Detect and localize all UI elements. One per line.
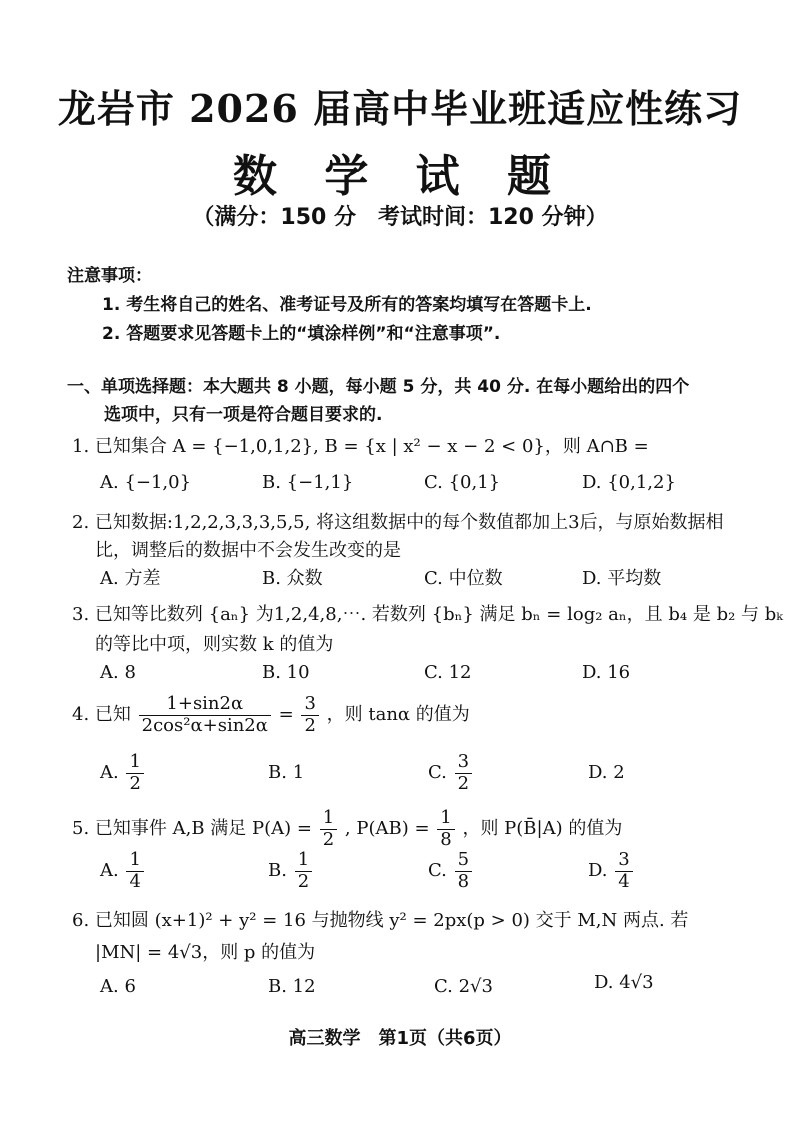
option-denominator: 4 [129, 870, 141, 892]
question-1-option-a: A. {−1,0} [100, 472, 192, 493]
question-3-option-a: A. 8 [100, 662, 136, 683]
option-label: A. [100, 860, 119, 882]
question-4-option-c [428, 752, 474, 794]
question-5-suffix: ，则 P(B̄|A) 的值为 [462, 818, 623, 840]
question-3-stem-line2: 的等比中项，则实数 k 的值为 [95, 634, 334, 655]
question-4-numerator: 1+sin2α [139, 694, 271, 716]
question-3-option-b: B. 10 [262, 662, 310, 683]
section-heading-line1: 一、单项选择题：本大题共 8 小题，每小题 5 分，共 40 分. 在每小题给出的四个 [67, 377, 690, 397]
option-fraction [126, 752, 143, 794]
option-label: B. [268, 762, 287, 783]
question-4-rhs-fraction [301, 694, 318, 736]
option-label: D. [588, 762, 608, 783]
option-fraction [615, 850, 632, 892]
question-4-rhs-denominator: 2 [304, 714, 316, 736]
question-5-fraction-1-num: 1 [320, 808, 337, 830]
option-fraction [295, 850, 312, 892]
question-5-fraction-1-den: 2 [322, 828, 335, 850]
option-value: 2 [613, 762, 625, 783]
notice-heading: 注意事项： [67, 266, 152, 286]
section-heading-line2: 选项中，只有一项是符合题目要求的. [104, 405, 383, 425]
question-6-option-c: C. 2√3 [434, 976, 493, 997]
option-label: B. [268, 860, 287, 882]
option-label: A. [100, 762, 119, 784]
option-fraction [126, 850, 143, 892]
page-footer: 高三数学 第1页（共6页） [288, 1028, 512, 1049]
option-label: C. [428, 860, 447, 882]
option-numerator: 5 [455, 850, 472, 872]
option-label: D. [588, 860, 608, 882]
exam-title: 龙岩市 2026 届高中毕业班适应性练习 [57, 86, 743, 131]
question-5-fraction-2-den: 8 [440, 828, 452, 850]
question-4-option-a [100, 752, 146, 794]
question-1-option-b: B. {−1,1} [262, 472, 354, 493]
exam-info: （满分：150 分 考试时间：120 分钟） [192, 205, 608, 230]
question-1-option-d: D. {0,1,2} [582, 472, 676, 493]
notice-item-1: 1. 考生将自己的姓名、准考证号及所有的答案均填写在答题卡上. [102, 295, 592, 315]
question-4-prefix: 4. 已知 [72, 704, 131, 726]
question-5-fraction-1 [320, 808, 337, 850]
question-6-option-b: B. 12 [268, 976, 316, 997]
option-numerator: 3 [455, 752, 472, 774]
question-2-stem-line2: 比，调整后的数据中不会发生改变的是 [95, 540, 401, 561]
question-5-fraction-2 [437, 808, 454, 850]
option-denominator: 8 [457, 870, 470, 892]
option-denominator: 2 [457, 772, 470, 794]
question-4-option-d [588, 762, 625, 783]
option-denominator: 4 [618, 870, 630, 892]
option-fraction [455, 850, 472, 892]
option-value: 1 [292, 762, 305, 783]
question-4-main-fraction [139, 694, 271, 736]
question-2-option-b: B. 众数 [262, 568, 323, 589]
question-5-fraction-2-num: 1 [437, 808, 454, 830]
option-numerator: 1 [126, 850, 143, 872]
option-numerator: 3 [615, 850, 632, 872]
question-5-option-c [428, 850, 474, 892]
question-5-mid: , P(AB) = [344, 818, 430, 840]
question-5-option-d [588, 850, 635, 892]
question-4-rhs-numerator: 3 [301, 694, 318, 716]
question-2-option-a: A. 方差 [100, 568, 161, 589]
option-denominator: 2 [297, 870, 310, 892]
question-6-option-a: A. 6 [100, 976, 136, 997]
question-6-stem-line1: 6. 已知圆 (x+1)² + y² = 16 与抛物线 y² = 2px(p > 0) 交于 M,N 两点. 若 [72, 910, 689, 931]
question-5-prefix: 5. 已知事件 A,B 满足 P(A) = [72, 818, 312, 840]
option-label: C. [428, 762, 447, 784]
question-1-option-c: C. {0,1} [424, 472, 501, 493]
question-4-stem [72, 694, 470, 736]
option-fraction [455, 752, 472, 794]
question-4-suffix: ，则 tanα 的值为 [326, 704, 470, 726]
question-1-stem: 1. 已知集合 A = {−1,0,1,2}, B = {x | x² − x − 2 < 0}，则 A∩B = [72, 436, 649, 457]
question-3-option-c: C. 12 [424, 662, 472, 683]
option-numerator: 1 [295, 850, 312, 872]
question-6-stem-line2: |MN| = 4√3，则 p 的值为 [95, 942, 316, 963]
question-4-equals: = [278, 704, 294, 726]
subject-title: 数 学 试 题 [233, 151, 567, 202]
question-6-option-d: D. 4√3 [594, 972, 654, 993]
option-numerator: 1 [126, 752, 143, 774]
question-3-stem-line1: 3. 已知等比数列 {aₙ} 为1,2,4,8,⋯. 若数列 {bₙ} 满足 bₙ = log₂ aₙ，且 b₄ 是 b₂ 与 bₖ [72, 604, 783, 625]
notice-item-2: 2. 答题要求见答题卡上的“填涂样例”和“注意事项”. [102, 324, 501, 344]
question-2-option-c: C. 中位数 [424, 568, 503, 589]
question-2-option-d: D. 平均数 [582, 568, 662, 589]
question-2-stem-line1: 2. 已知数据:1,2,2,3,3,3,5,5, 将这组数据中的每个数值都加上3后，与原始数据相 [72, 512, 724, 533]
question-5-option-b [268, 850, 314, 892]
question-5-stem [72, 808, 622, 850]
question-4-denominator: 2cos²α+sin2α [141, 714, 268, 736]
question-3-option-d: D. 16 [582, 662, 631, 683]
question-4-option-b [268, 762, 304, 783]
option-denominator: 2 [129, 772, 141, 794]
question-5-option-a [100, 850, 146, 892]
